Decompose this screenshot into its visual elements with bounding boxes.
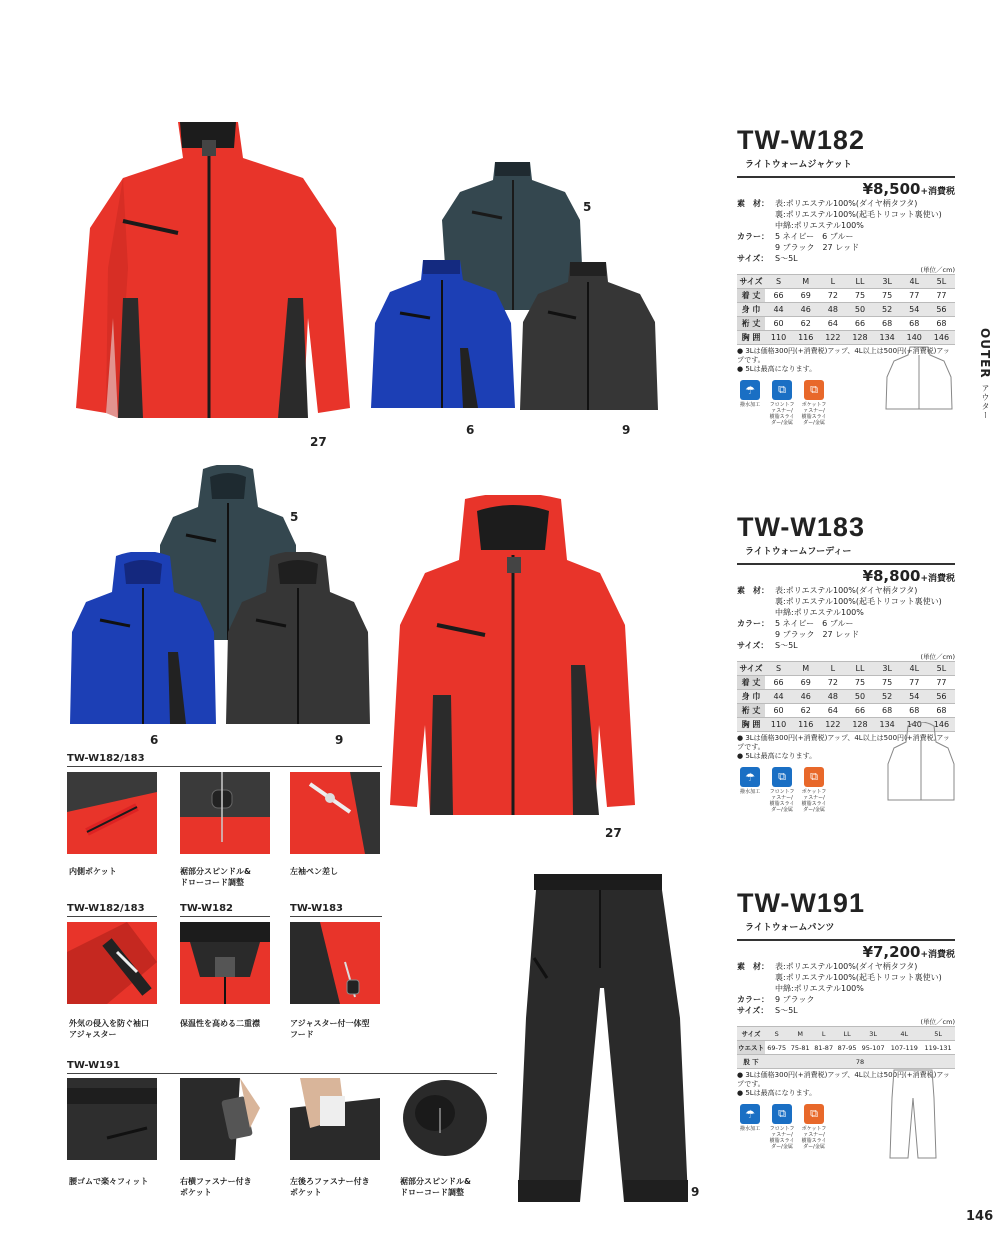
table-cell: 62	[792, 317, 819, 331]
table-cell: 75-81	[788, 1041, 811, 1055]
detail-cap-inner-pocket: 内側ポケット	[69, 867, 117, 876]
feature-icon-label: ポケットファスナー/樹脂スライダー/金属	[801, 1126, 827, 1150]
size-table-row	[737, 690, 955, 704]
page-number: 146	[966, 1209, 994, 1224]
material-line-2	[737, 209, 955, 220]
table-cell: 胸 囲	[737, 718, 765, 732]
material-text: 表:ポリエステル100%(ダイヤ柄タフタ)	[775, 962, 918, 971]
table-cell: 69	[792, 289, 819, 303]
color-number-w182-black: 9	[622, 423, 631, 437]
table-cell: 54	[901, 303, 928, 317]
detail-section-2-rule-1	[67, 916, 157, 917]
table-cell: 5L	[928, 662, 955, 676]
feature-icon-label: 撥水加工	[739, 789, 760, 795]
color-line-1	[737, 231, 955, 242]
table-cell: 48	[819, 303, 846, 317]
detail-left-back-zip-pocket	[290, 1078, 380, 1160]
note-1: ● 3Lは価格300円(+消費税)アップ、4L以上は500円(+消費税)アップです。	[737, 1071, 950, 1088]
side-tab-en: OUTER	[978, 328, 992, 379]
table-cell: 身 巾	[737, 303, 765, 317]
material-line-1	[737, 198, 955, 209]
table-cell: サイズ	[737, 1027, 765, 1041]
detail-section-2-rule-2	[180, 916, 270, 917]
table-cell: 60	[765, 317, 792, 331]
detail-cap-hem-spindle: 裾部分スピンドル& ドローコード調整	[180, 867, 251, 887]
table-cell: 77	[928, 676, 955, 690]
price	[737, 943, 955, 961]
water-repellent-icon	[737, 1104, 763, 1150]
detail-pen-holder	[290, 772, 380, 854]
table-cell: 股 下	[737, 1055, 765, 1069]
header-rule	[737, 563, 955, 565]
feature-icon-label: 撥水加工	[739, 402, 760, 408]
size-label: サイズ：	[737, 254, 769, 263]
table-cell: 着 丈	[737, 289, 765, 303]
table-cell: S	[765, 1027, 788, 1041]
table-cell: 66	[765, 289, 792, 303]
detail-section-1-title: TW-W182/183	[67, 753, 145, 764]
detail-section-2-rule-3	[290, 916, 382, 917]
spec-header	[737, 512, 955, 562]
model-number: TW-W183	[737, 512, 865, 542]
material-text: 裏:ポリエステル100%(起毛トリコット裏使い)	[775, 973, 942, 982]
table-cell: S	[765, 275, 792, 289]
unit-label: (単位／cm)	[920, 653, 955, 661]
table-cell: 4L	[901, 662, 928, 676]
table-cell: 68	[928, 317, 955, 331]
table-cell: 5L	[928, 275, 955, 289]
price-tax: +消費税	[920, 574, 955, 584]
detail-section-2-title-2: TW-W182	[180, 903, 234, 914]
color-line-1	[737, 994, 955, 1005]
pocket-zipper-icon	[801, 767, 827, 813]
hoodie-blue-w183	[68, 552, 218, 728]
detail-section-2-title-1: TW-W182/183	[67, 903, 145, 914]
table-cell: 72	[819, 676, 846, 690]
header-rule	[737, 176, 955, 178]
size-table-header	[737, 275, 955, 289]
price	[737, 567, 955, 585]
detail-cap-integrated-hood: アジャスター付一体型 フード	[290, 1019, 370, 1039]
table-cell: 122	[819, 331, 846, 345]
table-cell: サイズ	[737, 275, 765, 289]
pants-black-w191	[512, 868, 692, 1208]
table-cell: 75	[846, 289, 873, 303]
table-cell: 75	[846, 676, 873, 690]
table-cell: 110	[765, 718, 792, 732]
color-number-w183-blue: 6	[150, 733, 159, 747]
table-cell: 128	[846, 718, 873, 732]
color-text: 9 ブラック	[775, 995, 815, 1004]
feature-icon-badge: ⧉	[804, 767, 824, 787]
pocket-zipper-icon	[801, 380, 827, 426]
table-cell: LL	[846, 275, 873, 289]
material-text: 表:ポリエステル100%(ダイヤ柄タフタ)	[775, 199, 918, 208]
material-line-3	[737, 983, 955, 994]
material-line-3	[737, 220, 955, 231]
size-table-row	[737, 331, 955, 345]
table-cell: 50	[846, 690, 873, 704]
table-cell: 146	[928, 331, 955, 345]
detail-cap-left-back-zip-pocket: 左後ろファスナー付き ポケット	[290, 1177, 370, 1197]
table-cell: 着 丈	[737, 676, 765, 690]
line-drawing-jacket-icon	[884, 345, 954, 413]
size-table-row	[737, 317, 955, 331]
table-cell: 95-107	[859, 1041, 888, 1055]
front-zipper-icon	[769, 380, 795, 426]
table-cell: 116	[792, 718, 819, 732]
table-cell: 裄 丈	[737, 317, 765, 331]
price	[737, 180, 955, 198]
color-line-2	[737, 629, 955, 640]
front-zipper-icon	[769, 1104, 795, 1150]
table-cell: 60	[765, 704, 792, 718]
detail-section-3-title: TW-W191	[67, 1060, 121, 1071]
size-table-header	[737, 1027, 955, 1041]
table-cell: 128	[846, 331, 873, 345]
table-cell: 66	[765, 676, 792, 690]
color-number-w191-black: 9	[691, 1185, 700, 1199]
table-cell: 75	[874, 676, 901, 690]
material-text: 中綿:ポリエステル100%	[775, 608, 864, 617]
detail-integrated-hood	[290, 922, 380, 1004]
note-2: ● 5Lは最高になります。	[737, 365, 817, 373]
table-cell: 54	[901, 690, 928, 704]
table-cell: 48	[819, 690, 846, 704]
table-cell: 64	[819, 317, 846, 331]
feature-icon-badge: ☂	[740, 380, 760, 400]
spec-header	[737, 888, 955, 938]
table-cell: 68	[874, 317, 901, 331]
table-cell: 69-75	[765, 1041, 788, 1055]
spec-header	[737, 125, 955, 175]
size-text: S〜5L	[775, 1006, 798, 1015]
table-cell: サイズ	[737, 662, 765, 676]
table-cell: L	[819, 662, 846, 676]
product-name: ライトウォームジャケット	[745, 160, 852, 170]
table-cell: 122	[819, 718, 846, 732]
detail-cap-cuff-adjuster: 外気の侵入を防ぐ袖口 アジャスター	[69, 1019, 149, 1039]
header-rule	[737, 939, 955, 941]
table-cell: 52	[874, 690, 901, 704]
size-line	[737, 640, 955, 651]
front-zipper-icon	[769, 767, 795, 813]
product-name: ライトウォームフーディー	[745, 547, 852, 557]
detail-cap-double-collar: 保温性を高める二重襟	[180, 1019, 260, 1028]
table-cell: L	[819, 275, 846, 289]
table-cell: 64	[819, 704, 846, 718]
material-label: 素 材：	[737, 199, 769, 208]
jacket-blue-w182	[368, 258, 518, 418]
table-cell: 110	[765, 331, 792, 345]
detail-cuff-adjuster	[67, 922, 157, 1004]
note-2: ● 5Lは最高になります。	[737, 752, 817, 760]
price-tax: +消費税	[920, 950, 955, 960]
color-number-w182-navy: 5	[583, 200, 592, 214]
unit-label: (単位／cm)	[920, 1018, 955, 1026]
size-table-row	[737, 1041, 955, 1055]
table-cell: 77	[901, 676, 928, 690]
table-cell: 56	[928, 303, 955, 317]
feature-icon-badge: ⧉	[772, 380, 792, 400]
feature-icon-badge: ☂	[740, 1104, 760, 1124]
material-line-2	[737, 972, 955, 983]
table-cell: 134	[874, 718, 901, 732]
note-1: ● 3Lは価格300円(+消費税)アップ、4L以上は500円(+消費税)アップです。	[737, 734, 950, 751]
material-text: 中綿:ポリエステル100%	[775, 984, 864, 993]
table-cell: 119-131	[921, 1041, 955, 1055]
table-cell: M	[792, 662, 819, 676]
table-cell: LL	[846, 662, 873, 676]
table-cell: 3L	[874, 275, 901, 289]
material-line-3	[737, 607, 955, 618]
table-cell: 72	[819, 289, 846, 303]
table-cell: ウエスト	[737, 1041, 765, 1055]
table-cell: M	[788, 1027, 811, 1041]
table-cell: 66	[846, 317, 873, 331]
material-label: 素 材：	[737, 586, 769, 595]
table-cell: 107-119	[887, 1041, 921, 1055]
table-cell: 68	[901, 317, 928, 331]
hoodie-black-w183	[224, 552, 372, 728]
material-text: 裏:ポリエステル100%(起毛トリコット裏使い)	[775, 597, 942, 606]
feature-icon-badge: ⧉	[804, 380, 824, 400]
color-number-w182-red: 27	[310, 435, 327, 449]
table-cell: M	[792, 275, 819, 289]
water-repellent-icon	[737, 767, 763, 813]
table-cell: 裄 丈	[737, 704, 765, 718]
size-text: S〜5L	[775, 254, 798, 263]
side-tab-jp: アウター	[981, 383, 990, 420]
feature-icon-label: フロントファスナー/樹脂スライダー/金属	[769, 789, 795, 813]
table-cell: 胸 囲	[737, 331, 765, 345]
table-cell: 77	[928, 289, 955, 303]
color-line-1	[737, 618, 955, 629]
price-value: ¥8,500	[862, 180, 921, 198]
size-table	[737, 1026, 955, 1069]
table-cell: 4L	[901, 275, 928, 289]
table-cell: 46	[792, 303, 819, 317]
table-cell: 77	[901, 289, 928, 303]
table-cell: 46	[792, 690, 819, 704]
model-number: TW-W191	[737, 888, 865, 918]
color-text: 9 ブラック 27 レッド	[775, 243, 860, 252]
size-table-row	[737, 704, 955, 718]
table-cell: 146	[928, 718, 955, 732]
table-cell: 116	[792, 331, 819, 345]
table-cell: 78	[765, 1055, 955, 1069]
table-cell: L	[812, 1027, 835, 1041]
note-2: ● 5Lは最高になります。	[737, 1089, 817, 1097]
detail-inner-pocket	[67, 772, 157, 854]
material-line-1	[737, 961, 955, 972]
feature-icon-label: ポケットファスナー/樹脂スライダー/金属	[801, 402, 827, 426]
size-line	[737, 253, 955, 264]
feature-icon-label: 撥水加工	[739, 1126, 760, 1132]
size-label: サイズ：	[737, 641, 769, 650]
water-repellent-icon	[737, 380, 763, 426]
table-cell: 69	[792, 676, 819, 690]
size-table-row	[737, 289, 955, 303]
size-text: S〜5L	[775, 641, 798, 650]
table-cell: 50	[846, 303, 873, 317]
model-number: TW-W182	[737, 125, 865, 155]
table-cell: 140	[901, 718, 928, 732]
detail-hem-spindle	[180, 772, 270, 854]
table-cell: 68	[928, 704, 955, 718]
table-cell: 134	[874, 331, 901, 345]
table-cell: 身 巾	[737, 690, 765, 704]
feature-icon-label: フロントファスナー/樹脂スライダー/金属	[769, 1126, 795, 1150]
material-text: 中綿:ポリエステル100%	[775, 221, 864, 230]
detail-cap-waist-elastic: 腰ゴムで楽々フィット	[69, 1177, 149, 1186]
table-cell: S	[765, 662, 792, 676]
size-table	[737, 274, 955, 345]
detail-double-collar	[180, 922, 270, 1004]
detail-cap-right-zip-pocket: 右横ファスナー付き ポケット	[180, 1177, 252, 1197]
detail-waist-elastic	[67, 1078, 157, 1160]
detail-section-1-rule	[67, 766, 382, 767]
table-cell: 44	[765, 690, 792, 704]
table-cell: 3L	[874, 662, 901, 676]
detail-cap-pants-hem-spindle: 裾部分スピンドル& ドローコード調整	[400, 1177, 471, 1197]
color-label: カラー：	[737, 995, 769, 1004]
hoodie-red-w183	[385, 495, 640, 825]
feature-icon-label: フロントファスナー/樹脂スライダー/金属	[769, 402, 795, 426]
line-drawing-pants-icon	[888, 1068, 938, 1160]
material-text: 裏:ポリエステル100%(起毛トリコット裏使い)	[775, 210, 942, 219]
table-cell: 87-95	[835, 1041, 858, 1055]
detail-right-zip-pocket	[180, 1078, 270, 1160]
material-line-1	[737, 585, 955, 596]
color-label: カラー：	[737, 232, 769, 241]
color-number-w183-red: 27	[605, 826, 622, 840]
price-tax: +消費税	[920, 187, 955, 197]
size-table-header	[737, 662, 955, 676]
table-cell: 52	[874, 303, 901, 317]
size-line	[737, 1005, 955, 1016]
note-1: ● 3Lは価格300円(+消費税)アップ、4L以上は500円(+消費税)アップです。	[737, 347, 950, 364]
material-label: 素 材：	[737, 962, 769, 971]
size-table-row	[737, 303, 955, 317]
color-number-w182-blue: 6	[466, 423, 475, 437]
detail-section-2-title-3: TW-W183	[290, 903, 344, 914]
feature-icon-label: ポケットファスナー/樹脂スライダー/金属	[801, 789, 827, 813]
size-table-row	[737, 1055, 955, 1069]
feature-icon-badge: ⧉	[772, 767, 792, 787]
table-cell: 66	[846, 704, 873, 718]
table-cell: 62	[792, 704, 819, 718]
color-text: 5 ネイビー 6 ブルー	[775, 619, 854, 628]
feature-icon-badge: ⧉	[804, 1104, 824, 1124]
product-name: ライトウォームパンツ	[745, 923, 835, 933]
color-number-w183-black: 9	[335, 733, 344, 747]
material-line-2	[737, 596, 955, 607]
table-cell: 75	[874, 289, 901, 303]
table-cell: 44	[765, 303, 792, 317]
feature-icon-badge: ⧉	[772, 1104, 792, 1124]
feature-icon-badge: ☂	[740, 767, 760, 787]
detail-cap-pen-holder: 左袖ペン差し	[290, 867, 338, 876]
table-cell: 3L	[859, 1027, 888, 1041]
material-text: 表:ポリエステル100%(ダイヤ柄タフタ)	[775, 586, 918, 595]
color-text: 9 ブラック 27 レッド	[775, 630, 860, 639]
table-cell: 81-87	[812, 1041, 835, 1055]
table-cell: 140	[901, 331, 928, 345]
table-cell: 5L	[921, 1027, 955, 1041]
line-drawing-hoodie-icon	[886, 722, 956, 804]
color-text: 5 ネイビー 6 ブルー	[775, 232, 854, 241]
table-cell: 68	[901, 704, 928, 718]
table-cell: 4L	[887, 1027, 921, 1041]
detail-section-3-rule	[67, 1073, 497, 1074]
table-cell: 56	[928, 690, 955, 704]
unit-label: (単位／cm)	[920, 266, 955, 274]
table-cell: 68	[874, 704, 901, 718]
size-table-row	[737, 676, 955, 690]
pocket-zipper-icon	[801, 1104, 827, 1150]
jacket-black-w182	[518, 260, 660, 418]
detail-pants-hem-spindle	[400, 1078, 490, 1160]
price-value: ¥7,200	[862, 943, 921, 961]
color-line-2	[737, 242, 955, 253]
size-label: サイズ：	[737, 1006, 769, 1015]
table-cell: LL	[835, 1027, 858, 1041]
color-label: カラー：	[737, 619, 769, 628]
section-side-tab	[978, 328, 992, 420]
price-value: ¥8,800	[862, 567, 921, 585]
color-number-w183-navy: 5	[290, 510, 299, 524]
jacket-red-w182	[68, 118, 358, 434]
